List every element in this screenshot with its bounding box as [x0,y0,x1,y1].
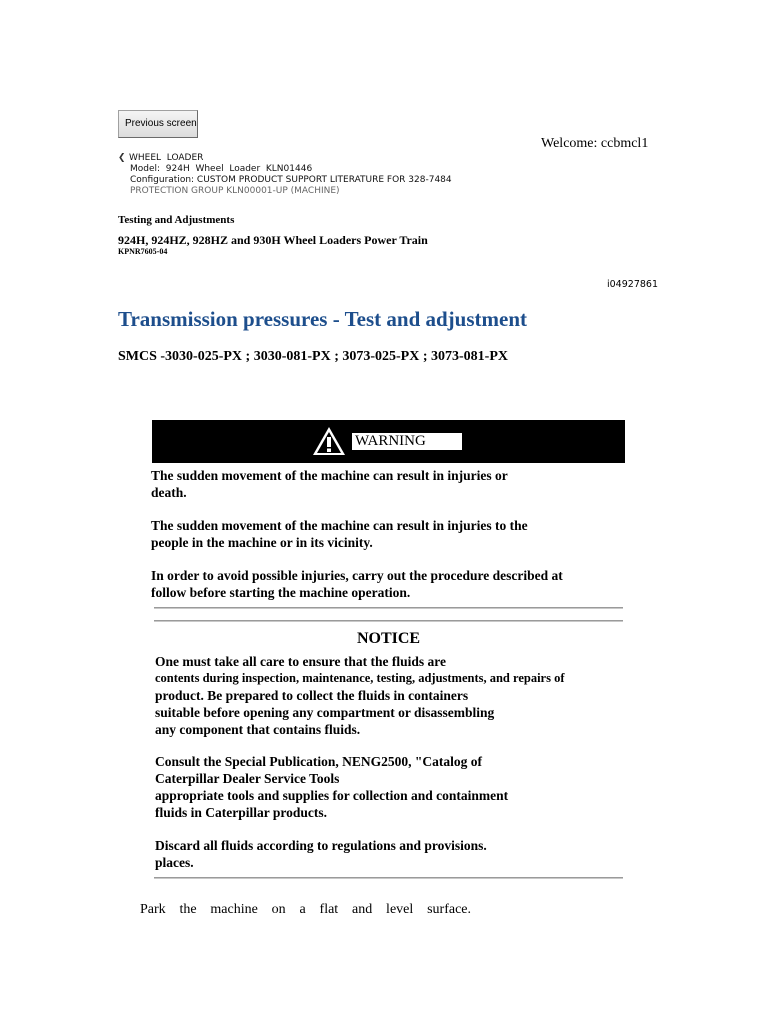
divider [154,620,623,622]
text-line: places. [155,855,194,870]
text-line: Consult the Special Publication, NENG2500, "Catalog of [155,754,483,769]
welcome-text: Welcome: ccbmcl1 [541,136,649,151]
text-line: In order to avoid possible injuries, carry out the procedure described at [151,568,563,583]
breadcrumb-model: Model: 924H Wheel Loader KLN01446 [130,164,313,174]
document-title: 924H, 924HZ, 928HZ and 930H Wheel Loaders Power Train [118,233,428,247]
text-line: The sudden movement of the machine can result in injuries to the [151,518,528,533]
image-id: i04927861 [607,279,658,290]
text-line: Caterpillar Dealer Service Tools [155,771,340,786]
warning-triangle-icon [312,426,346,456]
breadcrumb-protection-group: PROTECTION GROUP KLN00001-UP (MACHINE) [130,186,340,196]
text-line: One must take all care to ensure that the fluids are [155,654,446,669]
text-line: people in the machine or in its vicinity. [151,535,373,550]
text-line: suitable before opening any compartment or disassembling [155,705,495,720]
text-line: appropriate tools and supplies for collection and containment [155,788,509,803]
warning-paragraph [151,467,621,501]
text-line: The sudden movement of the machine can result in injuries or [151,468,508,483]
chevron-left-icon[interactable]: ❮ [118,153,126,163]
notice-title: NOTICE [356,630,421,647]
notice-paragraph [155,653,625,738]
divider [154,877,623,879]
previous-screen-button[interactable]: Previous screen [118,110,198,138]
text-line: follow before starting the machine operation. [151,585,411,600]
text-line: Discard all fluids according to regulations and provisions. [155,838,487,853]
breadcrumb-wheel-loader[interactable]: WHEEL LOADER [129,153,204,163]
section-label: Testing and Adjustments [118,214,235,226]
warning-paragraph [151,567,621,601]
text-line: contents during inspection, maintenance, testing, adjustments, and repairs of [155,671,565,685]
text-line: death. [151,485,187,500]
breadcrumb-configuration: Configuration: CUSTOM PRODUCT SUPPORT LITERATURE FOR 328-7484 [130,175,452,185]
warning-label: WARNING [352,433,462,450]
breadcrumb [118,153,452,197]
procedure-step: Park the machine on a flat and level surface. [140,902,471,917]
notice-paragraph [155,837,625,871]
smcs-codes: SMCS -3030-025-PX ; 3030-081-PX ; 3073-025-PX ; 3073-081-PX [118,349,508,364]
text-line: fluids in Caterpillar products. [155,805,328,820]
text-line: product. Be prepared to collect the fluids in containers [155,688,469,703]
text-line: any component that contains fluids. [155,722,361,737]
document-number: KPNR7605-04 [118,247,168,256]
warning-paragraph [151,517,621,551]
page-title: Transmission pressures - Test and adjustment [118,307,527,331]
warning-banner [152,420,625,463]
notice-paragraph [155,753,625,821]
divider [154,607,623,609]
